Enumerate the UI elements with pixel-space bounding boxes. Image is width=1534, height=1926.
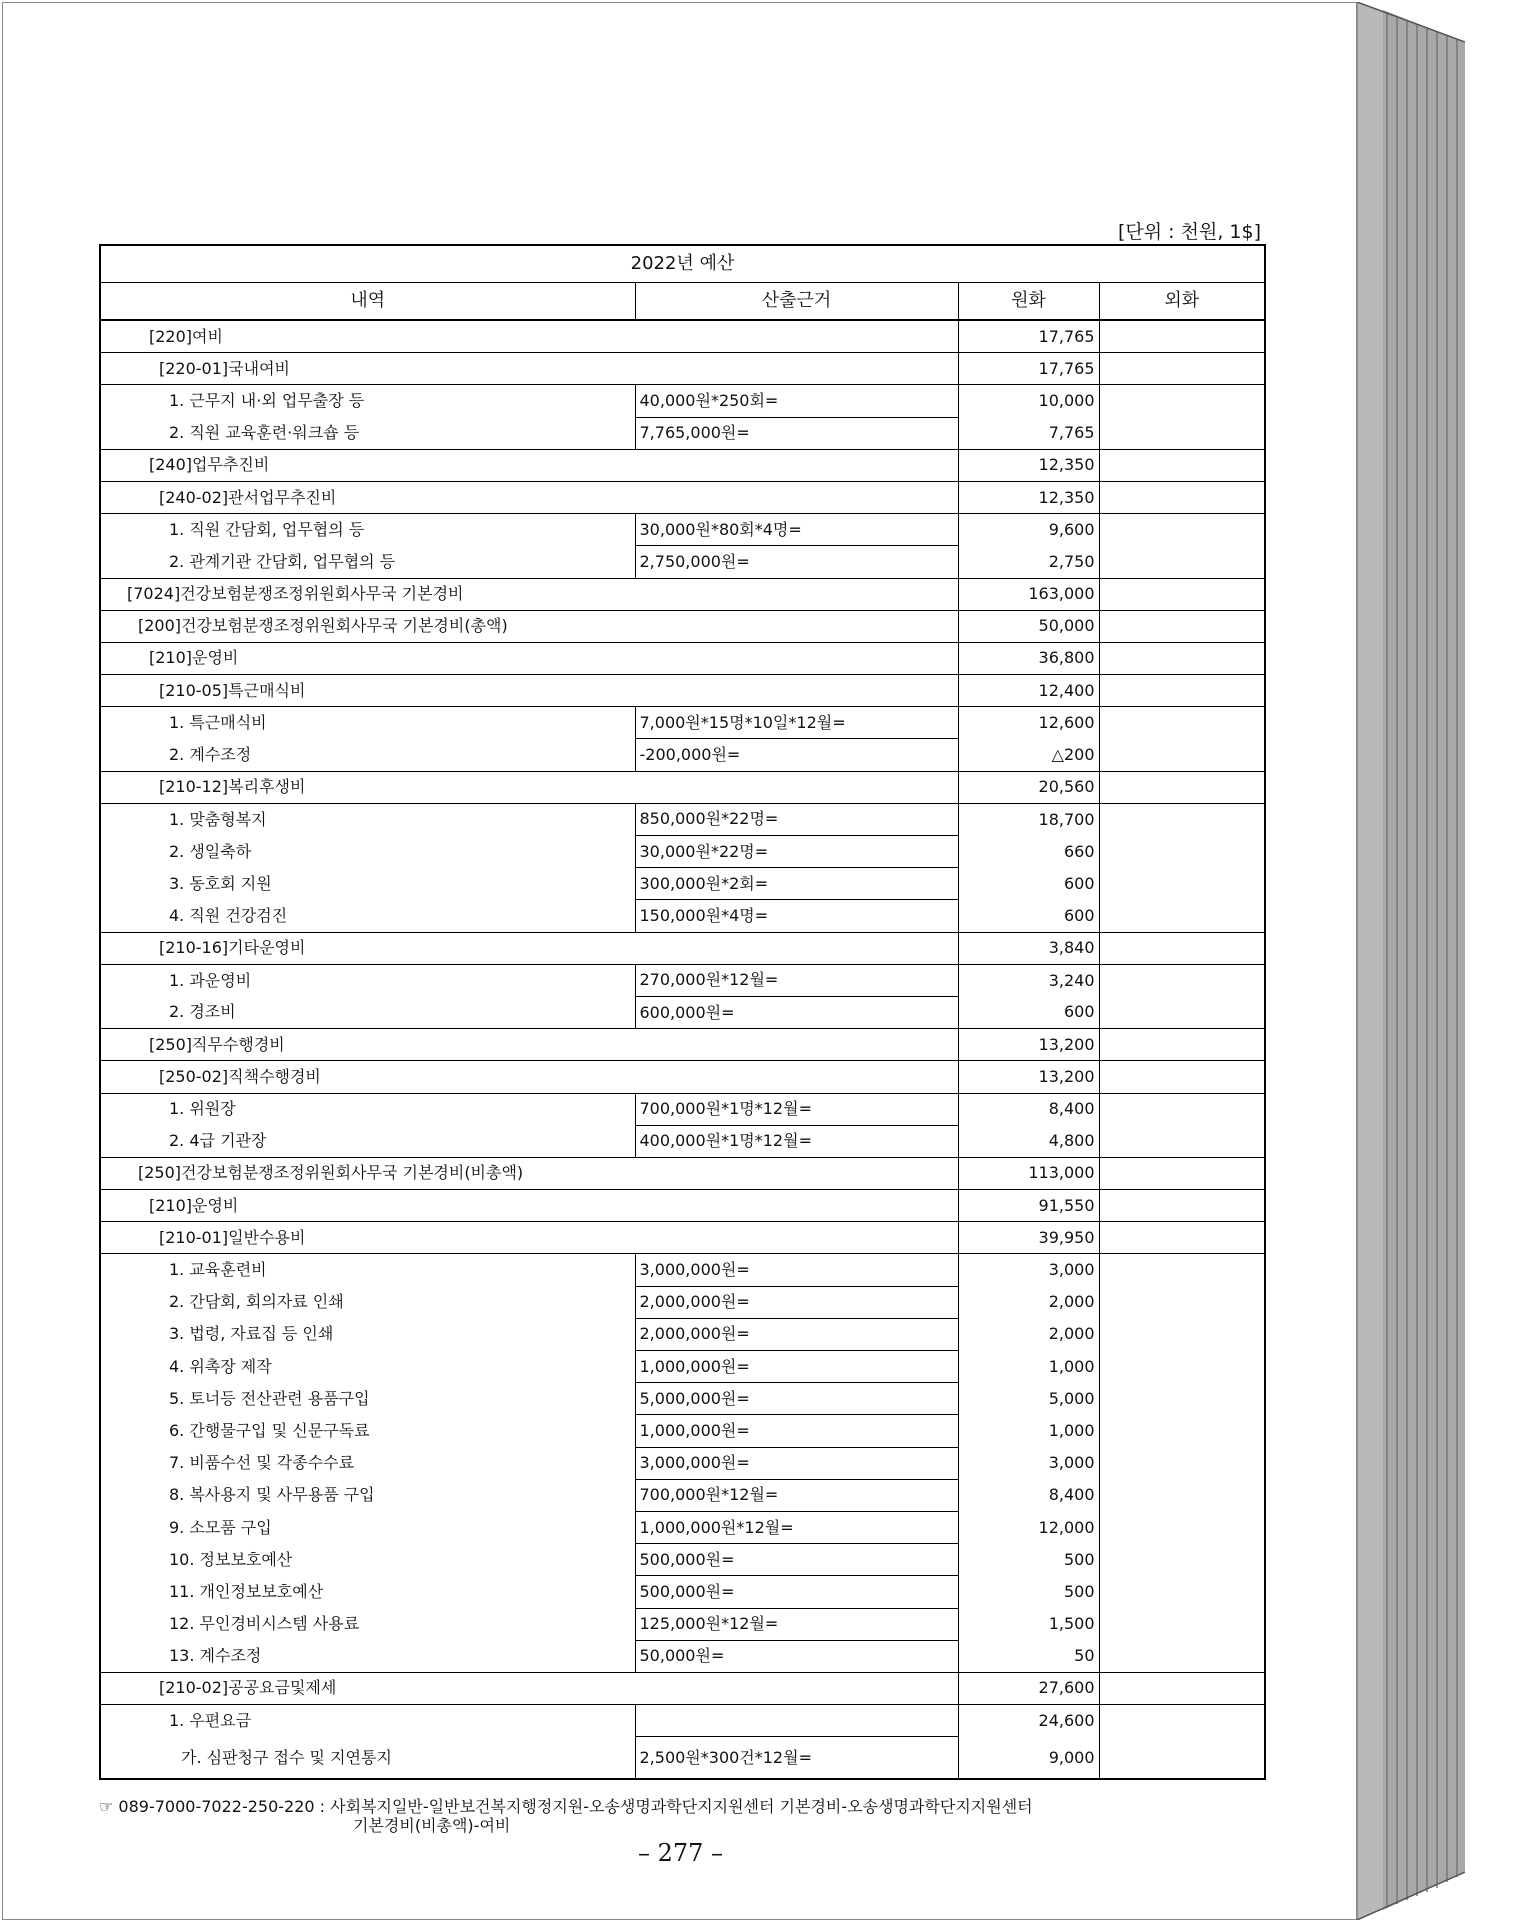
row-foreign-amount: [1099, 1254, 1265, 1286]
row-label: 11. 개인정보보호예산: [100, 1576, 635, 1608]
row-basis: 125,000원*12월=: [635, 1608, 958, 1640]
row-krw-amount: 113,000: [958, 1157, 1099, 1189]
row-foreign-amount: [1099, 1608, 1265, 1640]
row-krw-amount: 9,000: [958, 1737, 1099, 1780]
row-krw-amount: 660: [958, 836, 1099, 868]
row-foreign-amount: [1099, 1157, 1265, 1189]
row-foreign-amount: [1099, 449, 1265, 481]
row-foreign-amount: [1099, 1318, 1265, 1350]
row-foreign-amount: [1099, 900, 1265, 932]
table-row: [100, 320, 1265, 353]
column-header-basis: 산출근거: [635, 283, 958, 321]
row-krw-amount: 1,000: [958, 1415, 1099, 1447]
budget-table: [99, 244, 1266, 1780]
row-krw-amount: 8,400: [958, 1093, 1099, 1125]
table-row: [100, 417, 1265, 449]
row-label: 13. 계수조정: [100, 1640, 635, 1672]
table-row: [100, 1576, 1265, 1608]
row-label: [240]업무추진비: [100, 449, 958, 481]
document-page: [2, 2, 1357, 1920]
row-label: 5. 토너등 전산관련 용품구입: [100, 1383, 635, 1415]
row-label: [250]건강보험분쟁조정위원회사무국 기본경비(비총액): [100, 1157, 958, 1189]
table-row: [100, 1125, 1265, 1157]
row-foreign-amount: [1099, 996, 1265, 1028]
row-krw-amount: 2,000: [958, 1286, 1099, 1318]
row-basis: 3,000,000원=: [635, 1254, 958, 1286]
table-row: [100, 932, 1265, 964]
column-header-details: 내역: [100, 283, 635, 321]
row-label: 12. 무인경비시스템 사용료: [100, 1608, 635, 1640]
row-foreign-amount: [1099, 675, 1265, 707]
row-foreign-amount: [1099, 1672, 1265, 1704]
table-body: [100, 320, 1265, 1779]
row-label: 1. 과운영비: [100, 964, 635, 996]
row-krw-amount: 3,840: [958, 932, 1099, 964]
footnote-line-2: 기본경비(비총액)-여비: [353, 1816, 511, 1835]
table-row: [100, 610, 1265, 642]
table-row: [100, 642, 1265, 674]
row-foreign-amount: [1099, 1576, 1265, 1608]
row-label: 1. 근무지 내·외 업무출장 등: [100, 385, 635, 417]
row-label: [210-01]일반수용비: [100, 1222, 958, 1254]
table-row: [100, 481, 1265, 513]
row-basis: 2,750,000원=: [635, 546, 958, 578]
row-foreign-amount: [1099, 1222, 1265, 1254]
table-row: [100, 1157, 1265, 1189]
row-krw-amount: 13,200: [958, 1061, 1099, 1093]
table-row: [100, 1672, 1265, 1704]
table-row: [100, 1093, 1265, 1125]
row-label: [220-01]국내여비: [100, 353, 958, 385]
row-krw-amount: 12,000: [958, 1511, 1099, 1543]
row-basis: 600,000원=: [635, 996, 958, 1028]
row-basis: 50,000원=: [635, 1640, 958, 1672]
row-foreign-amount: [1099, 1447, 1265, 1479]
row-foreign-amount: [1099, 1479, 1265, 1511]
table-row: [100, 1318, 1265, 1350]
row-krw-amount: 36,800: [958, 642, 1099, 674]
row-krw-amount: 1,500: [958, 1608, 1099, 1640]
row-foreign-amount: [1099, 578, 1265, 610]
row-krw-amount: 50,000: [958, 610, 1099, 642]
row-foreign-amount: [1099, 1061, 1265, 1093]
column-header-krw: 원화: [958, 283, 1099, 321]
row-krw-amount: 50: [958, 1640, 1099, 1672]
row-krw-amount: 27,600: [958, 1672, 1099, 1704]
table-row: [100, 449, 1265, 481]
row-krw-amount: 4,800: [958, 1125, 1099, 1157]
row-krw-amount: 8,400: [958, 1479, 1099, 1511]
table-row: [100, 1479, 1265, 1511]
book-page-edges: [1357, 2, 1465, 1920]
row-label: 4. 직원 건강검진: [100, 900, 635, 932]
row-krw-amount: 600: [958, 900, 1099, 932]
table-row: [100, 868, 1265, 900]
table-row: [100, 1383, 1265, 1415]
table-row: [100, 1640, 1265, 1672]
table-row: [100, 514, 1265, 546]
row-krw-amount: 2,750: [958, 546, 1099, 578]
row-foreign-amount: [1099, 1737, 1265, 1780]
column-header-foreign: 외화: [1099, 283, 1265, 321]
row-basis: 1,000,000원=: [635, 1351, 958, 1383]
row-label: 2. 생일축하: [100, 836, 635, 868]
row-basis: 1,000,000원*12월=: [635, 1511, 958, 1543]
row-basis: 3,000,000원=: [635, 1447, 958, 1479]
row-label: [200]건강보험분쟁조정위원회사무국 기본경비(총액): [100, 610, 958, 642]
row-krw-amount: 163,000: [958, 578, 1099, 610]
table-row: [100, 1190, 1265, 1222]
row-krw-amount: 18,700: [958, 803, 1099, 835]
row-krw-amount: 600: [958, 868, 1099, 900]
row-basis: 7,765,000원=: [635, 417, 958, 449]
row-label: 가. 심판청구 접수 및 지연통지: [100, 1737, 635, 1780]
table-row: [100, 1029, 1265, 1061]
table-row: [100, 1608, 1265, 1640]
row-krw-amount: 13,200: [958, 1029, 1099, 1061]
row-label: 1. 직원 간담회, 업무협의 등: [100, 514, 635, 546]
row-krw-amount: 1,000: [958, 1351, 1099, 1383]
table-row: [100, 1254, 1265, 1286]
row-krw-amount: 12,350: [958, 481, 1099, 513]
row-basis: 300,000원*2회=: [635, 868, 958, 900]
row-label: 1. 맞춤형복지: [100, 803, 635, 835]
row-basis: 40,000원*250회=: [635, 385, 958, 417]
table-title-row: [100, 245, 1265, 283]
row-krw-amount: 17,765: [958, 320, 1099, 353]
row-foreign-amount: [1099, 803, 1265, 835]
row-foreign-amount: [1099, 1415, 1265, 1447]
row-foreign-amount: [1099, 836, 1265, 868]
table-title: 2022년 예산: [100, 245, 1265, 283]
row-label: 4. 위촉장 제작: [100, 1351, 635, 1383]
row-label: [210]운영비: [100, 642, 958, 674]
row-label: [210-12]복리후생비: [100, 771, 958, 803]
row-label: [210-02]공공요금및제세: [100, 1672, 958, 1704]
table-row: [100, 803, 1265, 835]
row-basis: 850,000원*22명=: [635, 803, 958, 835]
row-basis: 7,000원*15명*10일*12월=: [635, 707, 958, 739]
footnote-code: ☞ 089-7000-7022-250-220 :: [99, 1797, 326, 1816]
table-row: [100, 1415, 1265, 1447]
row-foreign-amount: [1099, 1640, 1265, 1672]
row-krw-amount: 9,600: [958, 514, 1099, 546]
row-basis: 30,000원*80회*4명=: [635, 514, 958, 546]
table-row: [100, 546, 1265, 578]
row-foreign-amount: [1099, 481, 1265, 513]
table-row: [100, 1544, 1265, 1576]
table-row: [100, 1061, 1265, 1093]
row-foreign-amount: [1099, 642, 1265, 674]
table-row: [100, 771, 1265, 803]
row-foreign-amount: [1099, 610, 1265, 642]
row-foreign-amount: [1099, 1351, 1265, 1383]
row-krw-amount: 10,000: [958, 385, 1099, 417]
row-krw-amount: 600: [958, 996, 1099, 1028]
row-foreign-amount: [1099, 739, 1265, 771]
row-krw-amount: 17,765: [958, 353, 1099, 385]
table-row: [100, 385, 1265, 417]
row-label: [7024]건강보험분쟁조정위원회사무국 기본경비: [100, 578, 958, 610]
row-basis: 1,000,000원=: [635, 1415, 958, 1447]
row-basis: 700,000원*1명*12월=: [635, 1093, 958, 1125]
row-krw-amount: △200: [958, 739, 1099, 771]
table-row: [100, 1351, 1265, 1383]
table-row: [100, 675, 1265, 707]
account-code-footnote: [99, 1797, 1279, 1835]
row-label: 2. 직원 교육훈련·워크숍 등: [100, 417, 635, 449]
row-label: 1. 특근매식비: [100, 707, 635, 739]
row-foreign-amount: [1099, 707, 1265, 739]
row-label: 2. 경조비: [100, 996, 635, 1028]
row-krw-amount: 5,000: [958, 1383, 1099, 1415]
row-label: [250]직무수행경비: [100, 1029, 958, 1061]
row-basis: [635, 1705, 958, 1737]
row-basis: 500,000원=: [635, 1544, 958, 1576]
row-foreign-amount: [1099, 1705, 1265, 1737]
row-label: 6. 간행물구입 및 신문구독료: [100, 1415, 635, 1447]
row-basis: 500,000원=: [635, 1576, 958, 1608]
row-label: 2. 관계기관 간담회, 업무협의 등: [100, 546, 635, 578]
row-krw-amount: 7,765: [958, 417, 1099, 449]
table-row: [100, 1737, 1265, 1780]
row-foreign-amount: [1099, 1125, 1265, 1157]
row-foreign-amount: [1099, 964, 1265, 996]
row-basis: 2,000,000원=: [635, 1318, 958, 1350]
table-row: [100, 353, 1265, 385]
row-foreign-amount: [1099, 771, 1265, 803]
table-row: [100, 578, 1265, 610]
row-krw-amount: 500: [958, 1576, 1099, 1608]
row-basis: 400,000원*1명*12월=: [635, 1125, 958, 1157]
row-label: 2. 4급 기관장: [100, 1125, 635, 1157]
row-krw-amount: 3,000: [958, 1254, 1099, 1286]
row-basis: 700,000원*12월=: [635, 1479, 958, 1511]
row-label: 9. 소모품 구입: [100, 1511, 635, 1543]
row-basis: 2,500원*300건*12월=: [635, 1737, 958, 1780]
row-foreign-amount: [1099, 1286, 1265, 1318]
row-basis: 30,000원*22명=: [635, 836, 958, 868]
row-foreign-amount: [1099, 385, 1265, 417]
row-foreign-amount: [1099, 1190, 1265, 1222]
row-label: 1. 위원장: [100, 1093, 635, 1125]
row-basis: 270,000원*12월=: [635, 964, 958, 996]
row-krw-amount: 12,600: [958, 707, 1099, 739]
row-label: 1. 우편요금: [100, 1705, 635, 1737]
row-krw-amount: 2,000: [958, 1318, 1099, 1350]
table-row: [100, 836, 1265, 868]
table-row: [100, 900, 1265, 932]
row-krw-amount: 20,560: [958, 771, 1099, 803]
row-krw-amount: 12,400: [958, 675, 1099, 707]
table-row: [100, 707, 1265, 739]
table-header-row: [100, 283, 1265, 321]
row-label: [220]여비: [100, 320, 958, 353]
row-foreign-amount: [1099, 1383, 1265, 1415]
row-label: 1. 교육훈련비: [100, 1254, 635, 1286]
row-foreign-amount: [1099, 320, 1265, 353]
row-label: 3. 동호회 지원: [100, 868, 635, 900]
row-krw-amount: 91,550: [958, 1190, 1099, 1222]
footnote-line-1: 사회복지일반-일반보건복지행정지원-오송생명과학단지지원센터 기본경비-오송생명과학단지지원센터: [330, 1797, 1033, 1816]
row-label: 7. 비품수선 및 각종수수료: [100, 1447, 635, 1479]
table-row: [100, 1286, 1265, 1318]
table-row: [100, 996, 1265, 1028]
row-basis: 150,000원*4명=: [635, 900, 958, 932]
page-number: – 277 –: [637, 1839, 724, 1867]
row-label: [210]운영비: [100, 1190, 958, 1222]
row-foreign-amount: [1099, 417, 1265, 449]
table-row: [100, 964, 1265, 996]
row-label: 8. 복사용지 및 사무용품 구입: [100, 1479, 635, 1511]
row-foreign-amount: [1099, 353, 1265, 385]
row-label: 2. 간담회, 회의자료 인쇄: [100, 1286, 635, 1318]
row-foreign-amount: [1099, 546, 1265, 578]
row-foreign-amount: [1099, 1093, 1265, 1125]
table-row: [100, 1511, 1265, 1543]
unit-label: [단위 : 천원, 1$]: [1118, 221, 1261, 243]
row-basis: -200,000원=: [635, 739, 958, 771]
row-foreign-amount: [1099, 514, 1265, 546]
row-basis: 5,000,000원=: [635, 1383, 958, 1415]
row-label: [240-02]관서업무추진비: [100, 481, 958, 513]
row-krw-amount: 39,950: [958, 1222, 1099, 1254]
row-krw-amount: 24,600: [958, 1705, 1099, 1737]
row-label: 10. 정보보호예산: [100, 1544, 635, 1576]
row-label: [250-02]직책수행경비: [100, 1061, 958, 1093]
row-label: 2. 계수조정: [100, 739, 635, 771]
row-label: [210-16]기타운영비: [100, 932, 958, 964]
row-label: [210-05]특근매식비: [100, 675, 958, 707]
row-foreign-amount: [1099, 1544, 1265, 1576]
row-label: 3. 법령, 자료집 등 인쇄: [100, 1318, 635, 1350]
row-basis: 2,000,000원=: [635, 1286, 958, 1318]
row-foreign-amount: [1099, 868, 1265, 900]
row-krw-amount: 3,000: [958, 1447, 1099, 1479]
row-krw-amount: 3,240: [958, 964, 1099, 996]
row-foreign-amount: [1099, 1511, 1265, 1543]
row-krw-amount: 500: [958, 1544, 1099, 1576]
table-row: [100, 739, 1265, 771]
row-foreign-amount: [1099, 1029, 1265, 1061]
row-foreign-amount: [1099, 932, 1265, 964]
row-krw-amount: 12,350: [958, 449, 1099, 481]
table-row: [100, 1222, 1265, 1254]
table-row: [100, 1705, 1265, 1737]
table-row: [100, 1447, 1265, 1479]
